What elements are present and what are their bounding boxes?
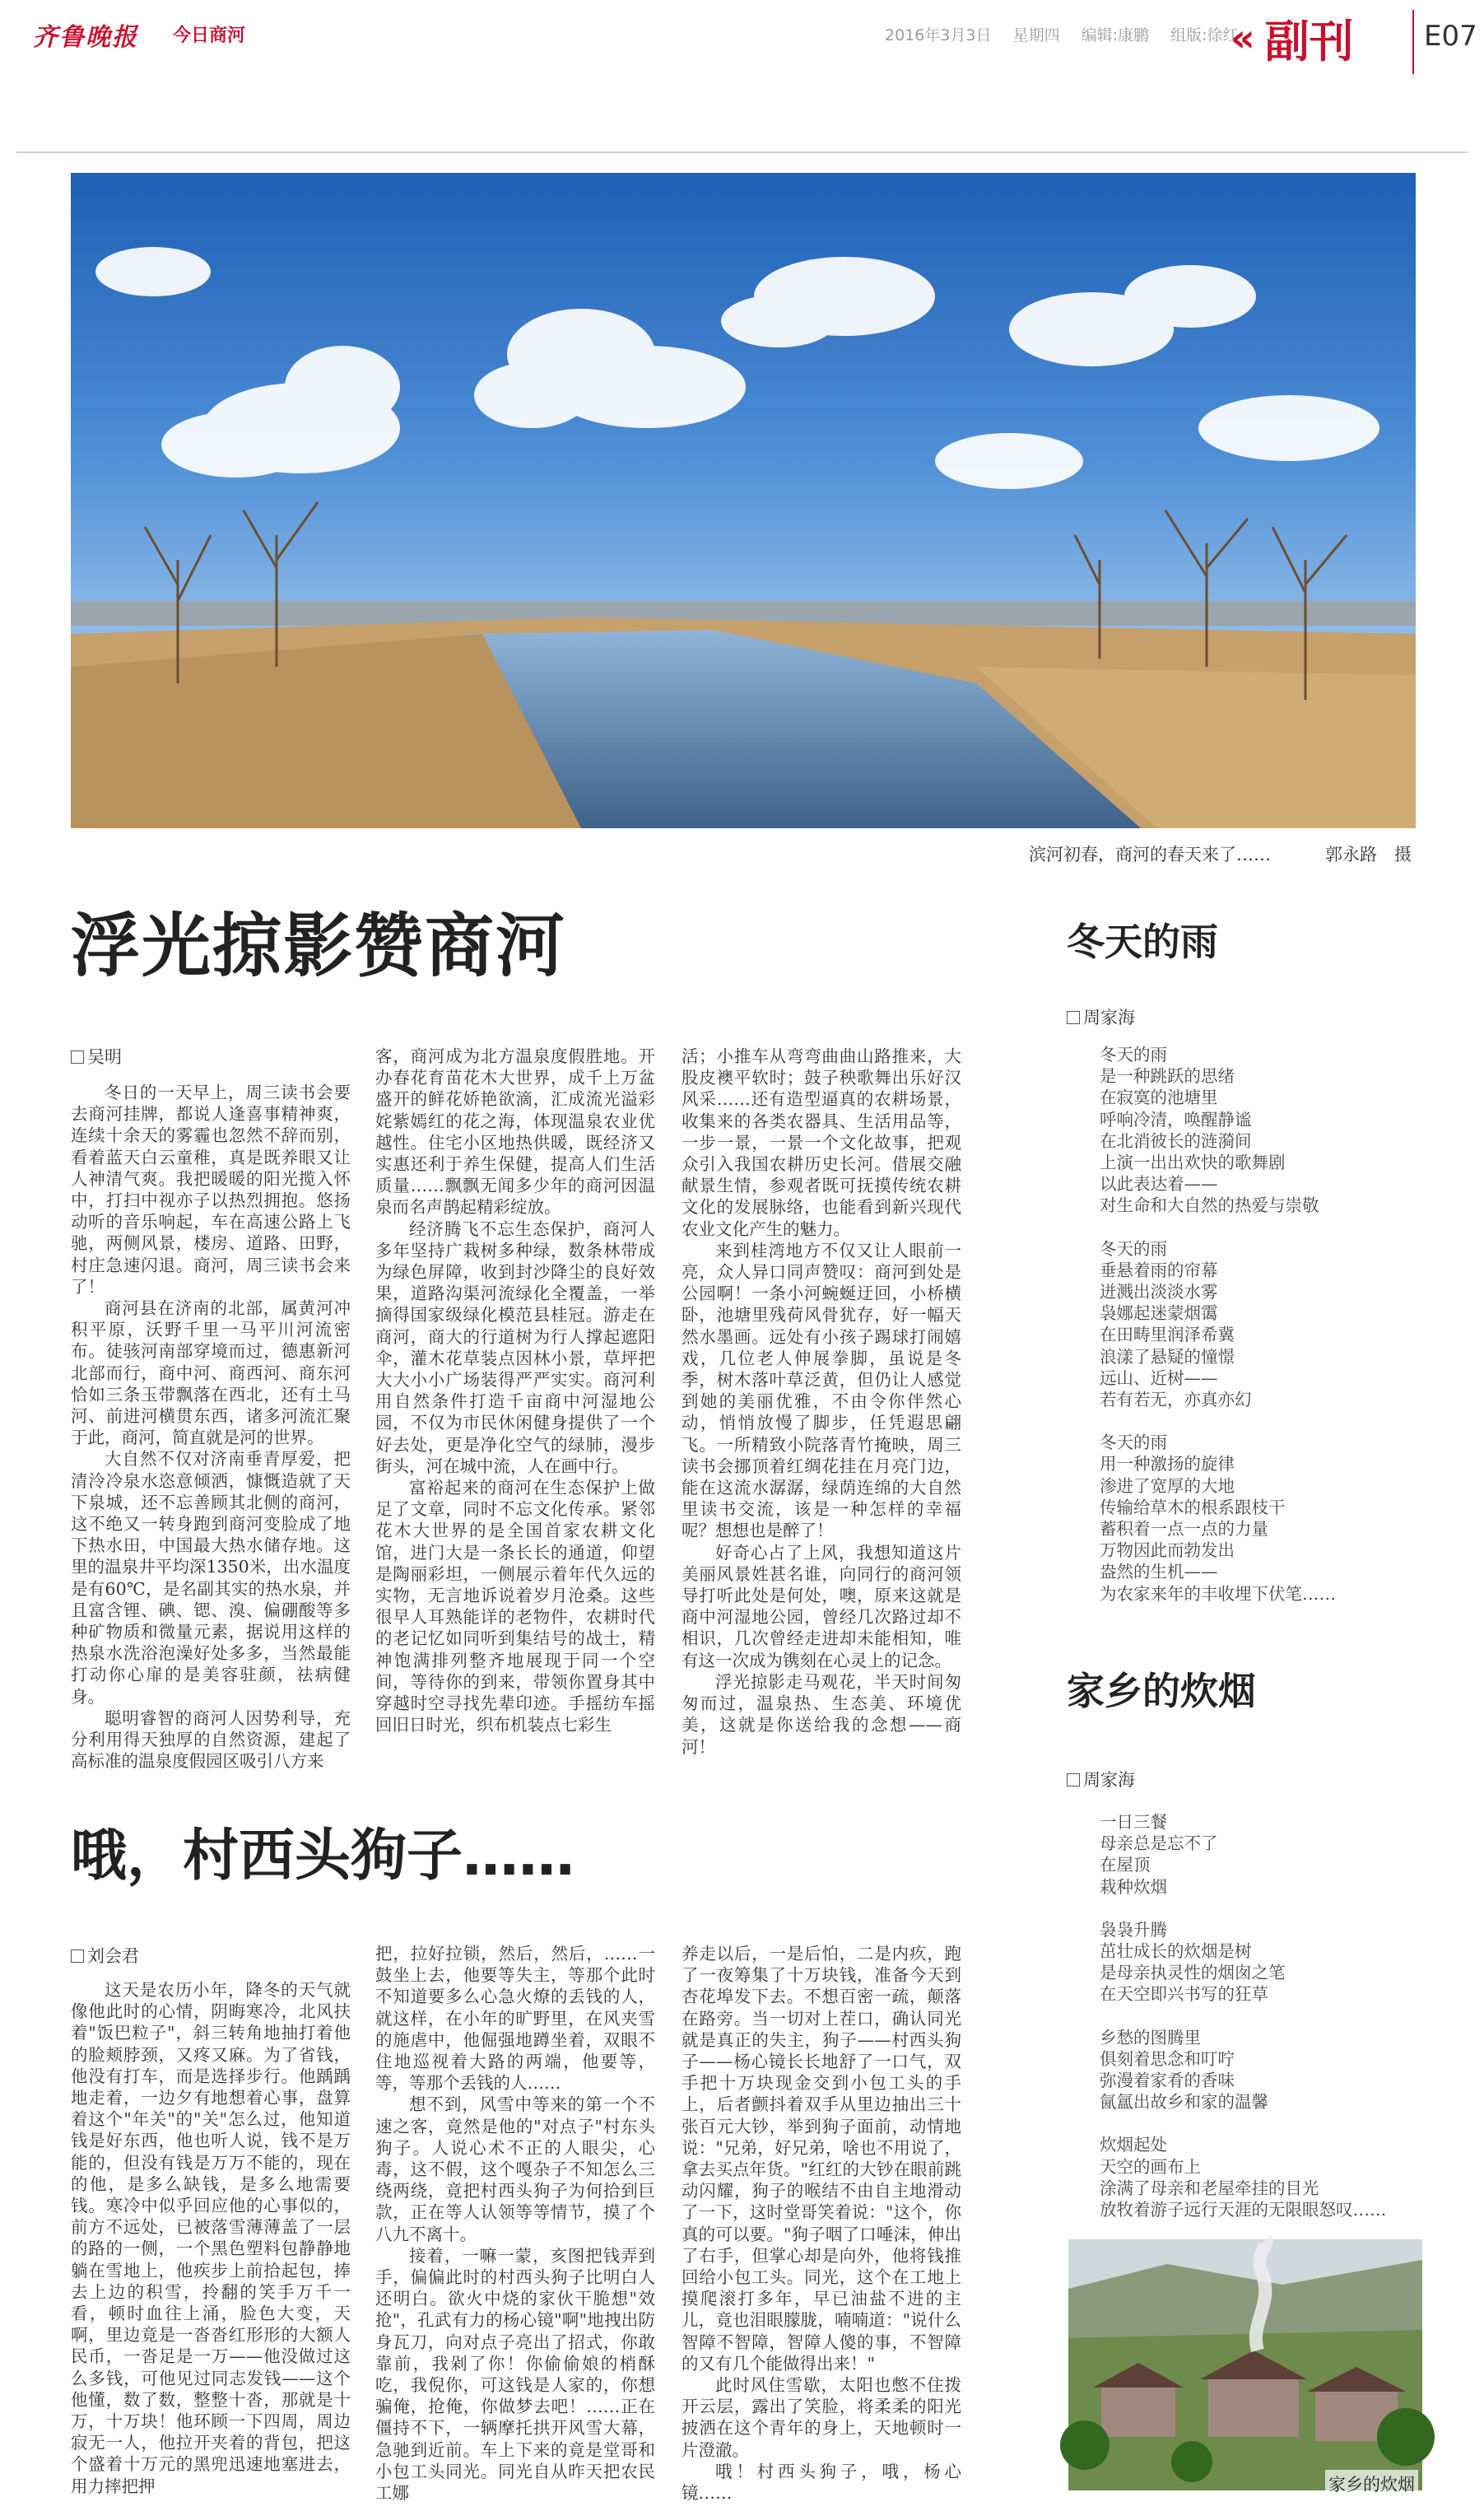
article2-title: 哦，村西头狗子……: [71, 1824, 575, 1889]
poem-stanza: 冬天的雨 是一种跳跃的思绪 在寂寞的池塘里 呼响冷清，唤醒静谧 在北消彼长的涟漪间 上演一出出欢快的歌舞剧 以此表达着—— 对生命和大自然的热爱与崇敬: [1100, 1045, 1319, 1216]
article1-column-1: [71, 1082, 351, 1772]
article1-paragraph: 活；小推车从弯弯曲曲山路推来，大股皮襖平软时；鼓子秧歌舞出乐好汉风采……还有造型逼真的农耕场景，收集来的各类农器具、生活用品等，一步一景，一景一个文化故事，把观众引入我国农耕历史长河。借展交融献景生情，参观者既可抚摸传统农耕文化的发展脉络，也能看到新兴现代农业文化产生的魅力。: [682, 1046, 961, 1239]
article1-paragraph: 浮光掠影走马观花，半天时间匆匆而过，温泉热、生态美、环境优美，这就是你送给我的念想——商河！: [682, 1671, 961, 1757]
newspaper-brand: 齐鲁晚报: [33, 23, 138, 52]
article1-paragraph: 好奇心占了上风，我想知道这片美丽风景姓甚名谁，向同行的商河领导打听此处是何处，噢，原来这就是商中河湿地公园，曾经几次路过却不相识，几次曾经走进却未能相知，唯有这一次成为镌刻在心灵上的记念。: [682, 1542, 961, 1670]
article2-paragraph: 这天是农历小年，降冬的天气就像他此时的心情，阴晦寒冷，北风扶着"饭巴粒子"，斜三转角地抽打着他的脸颊脖颈，又疼又麻。为了省钱，他没有打车，而是选择步行。他踽踽地走着，一边夕有地想着心事，盘算着这个"年关"的"关"怎么过，他知道钱是好东西，他也听人说，钱不是万能的，但没有钱是万万不能的，现在的他，是多么缺钱，是多么地需要钱。寒冷中似乎回应他的心事似的，前方不远处，已被落雪薄薄盖了一层的路的一侧，一个黑色塑料包静静地躺在雪地上，他疾步上前拾起包，捧去上边的积雪，拎翻的笑手万千一看，顿时血往上涌，脸色大变，天啊，里边竟是一沓沓红形形的大额人民币，一沓足是一万——他没做过这么多钱，可他见过同志发钱——这个他懂，数了数，整整十沓，那就是十万，十万块！他环顾一下四周，周边寂无一人，他拉开夹着的背包，把这个盛着十万元的黑兜迅速地塞进去，用力摔把押: [71, 1980, 351, 2496]
article1-paragraph: 聪明睿智的商河人因势利导，充分利用得天独厚的自然资源，建起了高标准的温泉度假园区吸引八方来: [71, 1707, 351, 1772]
article1-paragraph: 冬日的一天早上，周三读书会要去商河挂牌，都说人逢喜事精神爽，连续十余天的雾霾也忽然不辞而别，看着蓝天白云童稚，真是既养眼又让人神清气爽。我把暖暖的阳光揽入怀中，打扫中视亦子以热烈拥抱。悠扬动听的音乐响起，车在高速公路上飞驰，两侧风景，楼房、道路、田野，村庄急速闪退。商河，周三读书会来了！: [71, 1083, 351, 1297]
article2-paragraph: 把，拉好拉锁，然后，然后，……一鼓坐上去，他要等失主，等那个此时不知道要多么心急火燎的丢钱的人，就这样，在小年的旷野里，在风夹雪的施虐中，他倔强地蹲坐着，双眼不住地巡视着大路的两端，他要等，等，等那个丢钱的人……: [375, 1944, 655, 2094]
poem2-title: 家乡的炊烟: [1067, 1669, 1256, 1713]
article1-paragraph: 来到桂湾地方不仅又让人眼前一亮，众人异口同声赞叹：商河到处是公园啊！一条小河蜿蜒迂回，小桥横卧，池塘里残荷风骨犹存，好一幅天然水墨画。远处有小孩子踢球打闹嬉戏，几位老人伸展拳脚，虽说是冬季，树木落叶草泛黄，但仍让人感觉到她的美丽优雅，不由令你伴然心动，悄悄放慢了脚步，任凭遐思翩飞。一所精致小院落青竹掩映，周三读书会挪顶着红绸花挂在月亮门边，能在这流水潺潺，绿荫连绵的大自然里读书交流，该是一种怎样的幸福呢？想想也是醉了！: [682, 1240, 961, 1541]
editor-credit: 编辑:康鹏: [1081, 26, 1150, 44]
supplement-label: 副刊: [1264, 15, 1354, 68]
article1-column-2: [375, 1046, 655, 1737]
poem2-body: [1100, 1811, 1445, 2231]
article1-author: 吴明: [71, 1044, 122, 1069]
village-smoke-photo: [1068, 2239, 1422, 2490]
double-chevron-icon: «: [1230, 16, 1255, 60]
article2-paragraph: 接着，一嘛一蒙，亥图把钱弄到手，偏偏此时的村西头狗子比明白人还明白。欲火中烧的家伙干脆想"效抢"，孔武有力的杨心镜"啊"地拽出防身瓦刀，向对点子亮出了招式，你敢靠前，我剁了你！你偷偷娘的梢酥吃，我倪你，可这钱是人家的，你想骗俺，抢俺，你做梦去吧！……正在僵持不下，一辆摩托拱开风雪大幕，急驰到近前。车上下来的竟是堂哥和小包工头同光。同光自从昨天把农民工娜: [375, 2245, 655, 2504]
section-name: 今日商河: [173, 25, 246, 46]
poem-stanza: 冬天的雨 垂悬着雨的帘幕 迸溅出淡淡水雾 袅娜起迷蒙烟霭 在田畴里润泽希冀 浪漾了悬疑的憧憬 远山、近树—— 若有若无，亦真亦幻: [1100, 1238, 1252, 1410]
article1-title: 浮光掠影赞商河: [71, 906, 567, 986]
river-photo: [71, 173, 1416, 828]
article2-author: 刘会君: [71, 1943, 139, 1968]
article1-paragraph: 大自然不仅对济南垂青厚爱，把清泠冷泉水恣意倾洒，慷慨造就了天下泉城，还不忘善顾其北侧的商河，这不绝又一转身跑到商河变脸成了地下热水田，中国最大热水储存地。这里的温泉井平均深1350米，出水温度是有60℃，是名副其实的热水泉，并且富含锂、碘、锶、溴、偏硼酸等多种矿物质和微量元素，据说用这样的热泉水洗浴泡澡好处多多，当然最能打动你心扉的是美容驻颜，祛病健身。: [71, 1449, 351, 1707]
poem1-title: 冬天的雨: [1067, 920, 1218, 964]
poem-stanza: 一日三餐 母亲总是忘不了 在屋顶 栽种炊烟: [1100, 1812, 1218, 1897]
poem-stanza: 炊烟起处 天空的画布上 涂满了母亲和老屋牵挂的目光 放牧着游子远行天涯的无限眼怒叹……: [1100, 2135, 1387, 2220]
article2-paragraph: 养走以后，一是后怕，二是内疚，跑了一夜筹集了十万块钱，准备今天到杏花埠发下去。不想百密一疏，颠落在路旁。当一切对上茬口，确认同光就是真正的失主，狗子——村西头狗子——杨心镜长长地舒了一口气，双手把十万块现金交到小包工头的手上，后者颤抖着双手从里边抽出三十张百元大钞，举到狗子面前，动情地说："兄弟，好兄弟，啥也不用说了，拿去买点年货。"红红的大钞在眼前跳动闪耀，狗子的喉结不由自主地滑动了一下，这时堂哥笑着说："这个，你真的可以要。"狗子咽了口唾沫，伸出了右手，但掌心却是向外，他将钱推回给小包工头。同光，这个在工地上摸爬滚打多年，早已油盐不进的主儿，竟也泪眼朦胧，喃喃道："说什么智障不智障，智障人傻的事，不智障的又有几个能做得出来！": [682, 1944, 961, 2374]
poem1-author: 周家海: [1067, 1004, 1135, 1029]
article2-paragraph: 哦！村西头狗子，哦，杨心镜……: [682, 2461, 961, 2504]
poem-stanza: 袅袅升腾 茁壮成长的炊烟是树 是母亲执灵性的烟囱之笔 在天空即兴书写的狂草: [1100, 1919, 1286, 2005]
designer-credit: 组版:徐红: [1170, 26, 1239, 44]
issue-meta: [885, 23, 1255, 45]
poem-stanza: 冬天的雨 用一种激扬的旋律 渗进了宽厚的大地 传输给草木的根系跟枝干 蓄积着一点一点的力量 万物因此而勃发出 盎然的生机—— 为农家来年的丰收埋下伏笔……: [1100, 1433, 1336, 1604]
poem2-author: 周家海: [1067, 1767, 1135, 1791]
article2-column-2: [375, 1943, 655, 2504]
header-rule: [16, 151, 1468, 153]
article1-column-3: [682, 1046, 961, 1757]
issue-weekday: 星期四: [1012, 26, 1060, 44]
article2-column-3: [682, 1943, 961, 2504]
page-number: E07: [1424, 20, 1477, 53]
article2-paragraph: 想不到，风雪中等来的第一个不速之客，竟然是他的"对点子"村东头狗子。人说心术不正的人眼尖，心毒，这不假，这个嘎杂子不知怎么三绕两绕，竟把村西头狗子为何拾到巨款，正在等人认领等等情节，摸了个八九不离十。: [375, 2094, 655, 2244]
photo-credit: 郭永路 摄: [1325, 845, 1412, 864]
article1-paragraph: 商河县在济南的北部，属黄河冲积平原，沃野千里一马平川河流密布。徒骇河南部穿境而过，德惠新河北部而行，商中河、商西河、商东河恰如三条玉带飘落在西北，还有土马河、前进河横贯东西，诸多河流汇聚于此，商河，简直就是河的世界。: [71, 1298, 351, 1448]
article1-paragraph: 客，商河成为北方温泉度假胜地。开办春花育苗花木大世界，成千上万盆盛开的鲜花娇艳欲滴，汇成流光溢彩姹紫嫣红的花之海，体现温泉农业优越性。住宅小区地热供暖，既经济又实惠还利于养生保健，提高人们生活质量……飘飘无闻多少年的商河因温泉而名声鹊起精彩绽放。: [375, 1046, 655, 1218]
poem1-body: [1100, 1044, 1445, 1637]
article1-paragraph: 经济腾飞不忘生态保护，商河人多年坚持广栽树多种绿，数条林带成为绿色屏障，收到封沙降尘的良好效果，道路沟渠河流绿化全覆盖，一举摘得国家级绿化模范县桂冠。游走在商河，商大的行道树为行人撑起遮阳伞，灌木花草装点因林小景，草坪把大大小小广场装得严严实实。商河利用自然条件打造千亩商中河湿地公园，不仅为市民休闲健身提供了一个好去处，更是净化空气的绿肺，漫步街头，河在城中流，人在画中行。: [375, 1218, 655, 1476]
supplement-badge: [1230, 5, 1403, 71]
photo-caption: 滨河初春，商河的春天来了……: [1029, 845, 1271, 864]
article2-paragraph: 此时风住雪歇，太阳也憋不住拨开云层，露出了笑脸，将柔柔的阳光披洒在这个青年的身上，天地顿时一片澄澈。: [682, 2375, 961, 2460]
article1-paragraph: 富裕起来的商河在生态保护上做足了文章，同时不忘文化传承。紧邻花木大世界的是全国首家农耕文化馆，进门大是一条长长的通道，仰望是陶丽彩坦，一侧展示着年代久远的实物，无言地诉说着岁月沧桑。这些很早人耳熟能详的老物件，农耕时代的老记忆如同听到集结号的战士，精神饱满排列整齐地展现于同一个空间，等待你的到来，带领你置身其中穿越时空寻找先辈印迹。手摇纺车摇回旧日时光，织布机装点七彩生: [375, 1478, 655, 1735]
article2-column-1: [71, 1979, 351, 2496]
issue-date: 2016年3月3日: [885, 26, 992, 44]
header-divider: [1412, 10, 1414, 74]
poem-stanza: 乡愁的图腾里 俱刻着思念和叮咛 弥漫着家肴的香味 氤氲出故乡和家的温馨: [1100, 2027, 1268, 2113]
village-photo-caption: 家乡的炊烟: [1325, 2470, 1418, 2498]
